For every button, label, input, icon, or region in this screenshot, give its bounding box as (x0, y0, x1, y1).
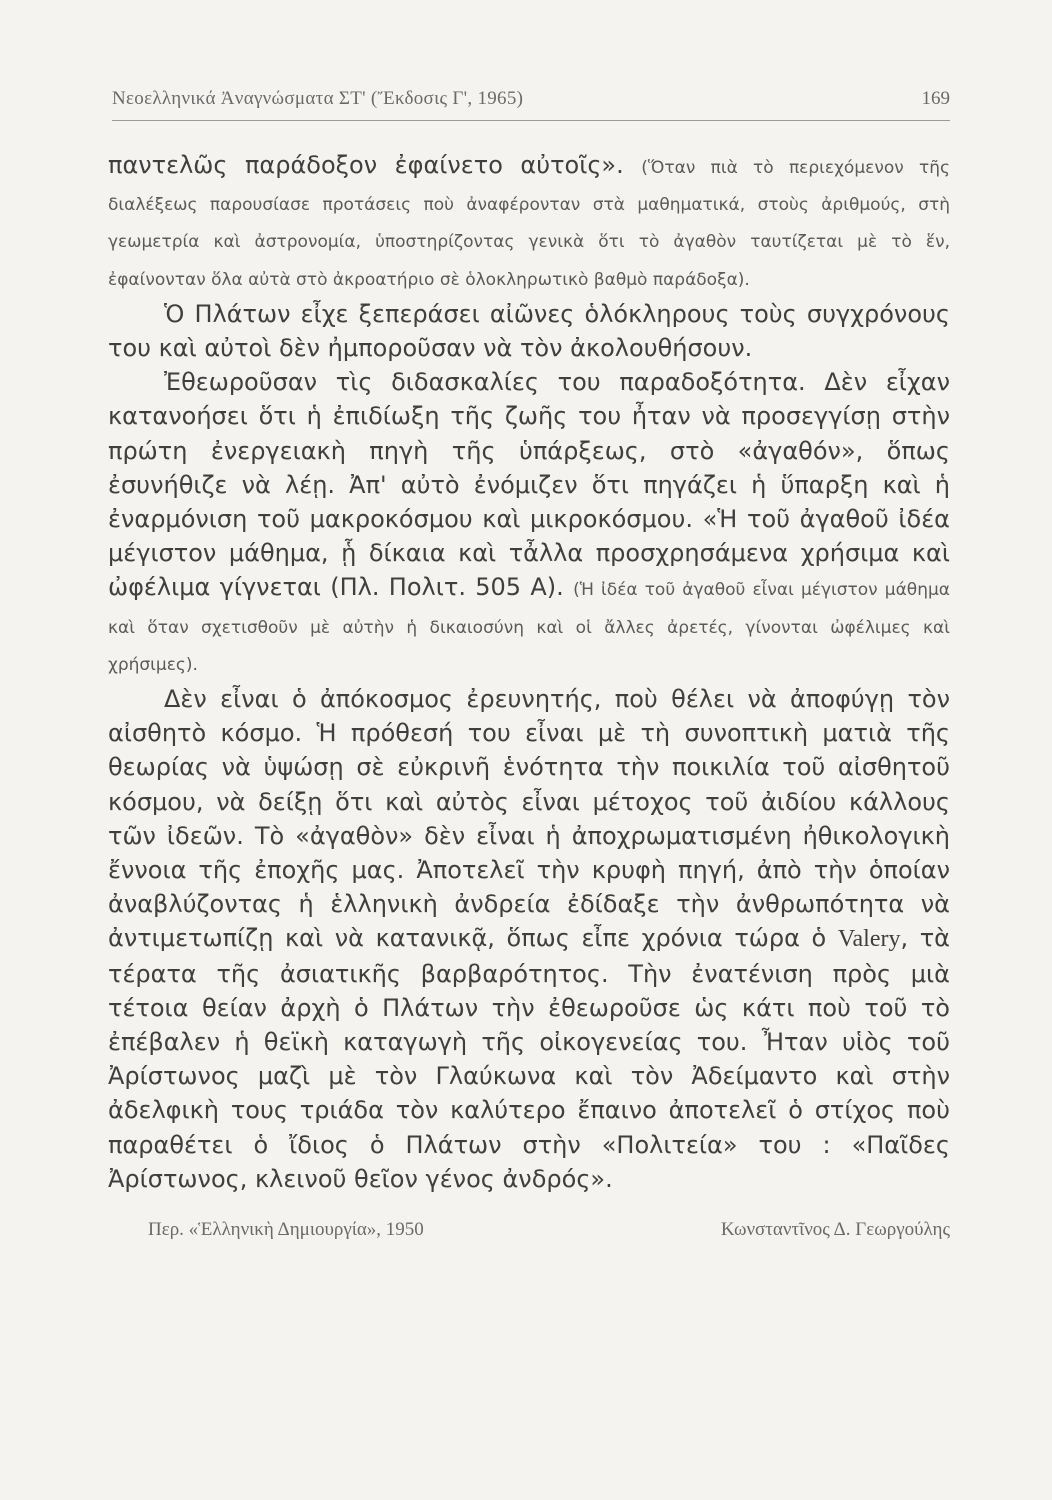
paragraph-4 (108, 682, 950, 1196)
paragraph-1 (108, 148, 950, 297)
paragraph-4-text-a: Δὲν εἶναι ὁ ἀπόκοσμος ἐρευνητής, ποὺ θέλει νὰ ἀποφύγῃ τὸν αἰσθητὸ κόσμο. Ἡ πρόθεσή του εἶναι μὲ τὴ συνοπτικὴ ματιὰ τῆς θεωρίας νὰ ὑψώσῃ σὲ εὐκρινῆ ἑνότητα τὴν ποικιλία τοῦ αἰσθητοῦ κόσμου, νὰ δείξῃ ὅτι καὶ αὐτὸς εἶναι μέτοχος τοῦ ἀιδίου κάλλους τῶν ἰδεῶν. Τὸ «ἀγαθὸν» δὲν εἶναι ἡ ἀποχρωματισμένη ἠθικολογικὴ ἔννοια τῆς ἐποχῆς μας. Ἀποτελεῖ τὴν κρυφὴ πηγή, ἀπὸ τὴν ὁποίαν ἀναβλύζοντας ἡ ἑλληνικὴ ἀνδρεία ἐδίδαξε τὴν ἀνθρωπότητα νὰ ἀντιμετωπίζῃ καὶ νὰ κατανικᾷ, ὅπως εἶπε χρόνια τώρα ὁ (108, 685, 950, 953)
paragraph-4-text-b: , τὰ τέρατα τῆς ἀσιατικῆς βαρβαρότητος. Τὴν ἐνατένιση πρὸς μιὰ τέτοια θείαν ἀρχὴ ὁ Πλάτων τὴν ἐθεωροῦσε ὡς κάτι ποὺ τοῦ τὸ ἐπέβαλεν ἡ θεϊκὴ καταγωγὴ τῆς οἰκογενείας του. Ἦταν υἱὸς τοῦ Ἀρίστωνος μαζὶ μὲ τὸν Γλαύκωνα καὶ τὸν Ἀδείμαντο καὶ στὴν ἀδελφικὴ τους τριάδα τὸν καλύτερο ἔπαινο ἀποτελεῖ ὁ στίχος ποὺ παραθέτει ὁ ἴδιος ὁ Πλάτων στὴν «Πολιτεία» του : «Παῖδες Ἀρίστωνος, κλεινοῦ θεῖον γένος ἀνδρός». (108, 924, 950, 1193)
citation-footer (148, 1219, 950, 1249)
paragraph-3 (108, 365, 950, 682)
header-title: Νεοελληνικά Ἀναγνώσματα ΣΤ' (Ἔκδοσις Γ', 1965) (112, 88, 524, 109)
running-header (112, 84, 950, 121)
paragraph-3-text: Ἐθεωροῦσαν τὶς διδασκαλίες του παραδοξότητα. Δὲν εἶχαν κατανοήσει ὅτι ἡ ἐπιδίωξη τῆς ζωῆς του ἦταν νὰ προσεγγίσῃ στὴν πρώτη ἐνεργειακὴ πηγὴ τῆς ὑπάρξεως, στὸ «ἀγαθόν», ὅπως ἐσυνήθιζε νὰ λέῃ. Ἀπ' αὐτὸ ἐνόμιζεν ὅτι πηγάζει ἡ ὕπαρξη καὶ ἡ ἐναρμόνιση τοῦ μακροκόσμου καὶ μικροκόσμου. «Ἡ τοῦ ἀγαθοῦ ἰδέα μέγιστον μάθημα, ᾗ δίκαια καὶ τἆλλα προσχρησάμενα χρήσιμα καὶ ὠφέλιμα γίγνεται (Πλ. Πολιτ. 505 Α). (108, 368, 950, 602)
citation-author: Κωνσταντῖνος Δ. Γεωργούλης (720, 1219, 950, 1240)
paragraph-1-note: (Ὅταν πιὰ τὸ περιεχόμενον τῆς διαλέξεως παρουσίασε προτάσεις ποὺ ἀναφέρονταν στὰ μαθηματικά, στοὺς ἀριθμούς, στὴ γεωμετρία καὶ ἀστρονομία, ὑποστηρίζοντας γενικὰ ὅτι τὸ ἀγαθὸν ταυτίζεται μὲ τὸ ἕν, ἐφαίνονταν ὅλα αὐτὰ στὸ ἀκροατήριο σὲ ὁλοκληρωτικὸ βαθμὸ παράδοξα). (108, 158, 950, 290)
paragraph-1-text: παντελῶς παράδοξον ἐφαίνετο αὐτοῖς». (108, 151, 624, 179)
citation-source: Περ. «Ἑλληνικὴ Δημιουργία», 1950 (148, 1219, 424, 1240)
paragraph-4-name: Valery (837, 926, 901, 953)
main-text (108, 148, 950, 1196)
paragraph-3-note: (Ἡ ἰδέα τοῦ ἀγαθοῦ εἶναι μέγιστον μάθημα καὶ ὅταν σχετισθοῦν μὲ αὐτὴν ἡ δικαιοσύνη καὶ οἱ ἄλλες ἀρετές, γίνονται ὠφέλιμες καὶ χρήσιμες). (108, 580, 950, 675)
page-number: 169 (921, 88, 950, 109)
paragraph-2: Ὁ Πλάτων εἶχε ξεπεράσει αἰῶνες ὁλόκληρους τοὺς συγχρόνους του καὶ αὐτοὶ δὲν ἠμποροῦσαν νὰ τὸν ἀκολουθήσουν. (108, 299, 950, 363)
